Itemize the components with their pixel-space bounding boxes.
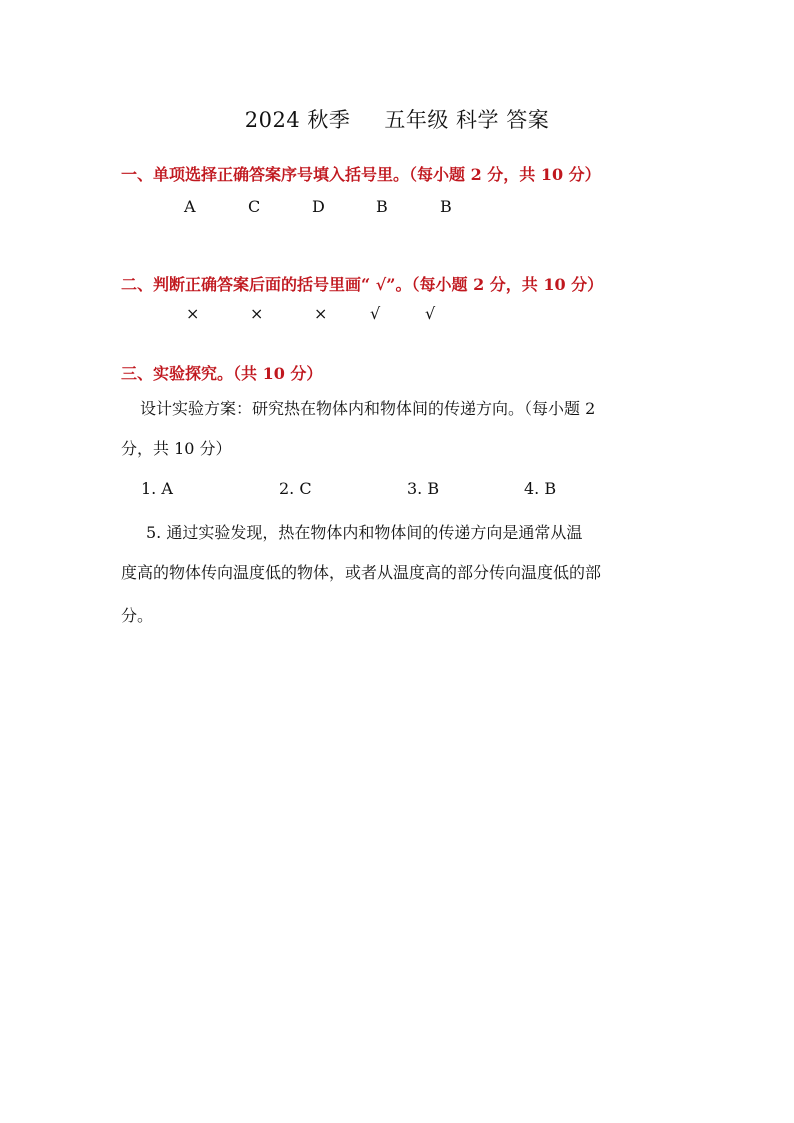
section1-answer-3: D <box>312 197 325 216</box>
title-year: 2024 秋季 <box>244 108 351 132</box>
section3-q5-line1: 5. 通过实验发现，热在物体内和物体间的传递方向是通常从温 <box>146 523 583 542</box>
section2-answer-5: √ <box>425 304 436 323</box>
section2-answers <box>0 304 794 326</box>
title-name: 五年级 科学 答案 <box>384 108 550 132</box>
section3-answer-4: 4. B <box>524 479 557 498</box>
section2-answer-3: × <box>314 304 328 323</box>
section3-q5-line2: 度高的物体传向温度低的物体，或者从温度高的部分传向温度低的部 <box>121 563 602 582</box>
section1-heading: 一、单项选择正确答案序号填入括号里。（每小题 2 分，共 10 分） <box>121 165 601 184</box>
section3-heading: 三、实验探究。（共 10 分） <box>121 364 323 383</box>
section3-answer-3: 3. B <box>407 479 440 498</box>
section1-answer-4: B <box>376 197 388 216</box>
section1-answer-5: B <box>440 197 452 216</box>
section1-answers <box>0 197 794 219</box>
section1-answer-2: C <box>248 197 261 216</box>
section2-answer-1: × <box>186 304 200 323</box>
section3-answer-1: 1. A <box>141 479 173 498</box>
page-title <box>0 104 794 134</box>
section3-intro-line2: 分，共 10 分） <box>121 439 232 458</box>
section3-answers <box>0 479 794 501</box>
section3-answer-2: 2. C <box>279 479 312 498</box>
section2-heading: 二、判断正确答案后面的括号里画“ √”。（每小题 2 分，共 10 分） <box>121 275 604 294</box>
section2-answer-2: × <box>250 304 264 323</box>
section1-answer-1: A <box>184 197 196 216</box>
section3-q5-line3: 分。 <box>121 606 154 625</box>
section2-answer-4: √ <box>370 304 381 323</box>
section3-intro-line1: 设计实验方案：研究热在物体内和物体间的传递方向。（每小题 2 <box>140 399 596 418</box>
